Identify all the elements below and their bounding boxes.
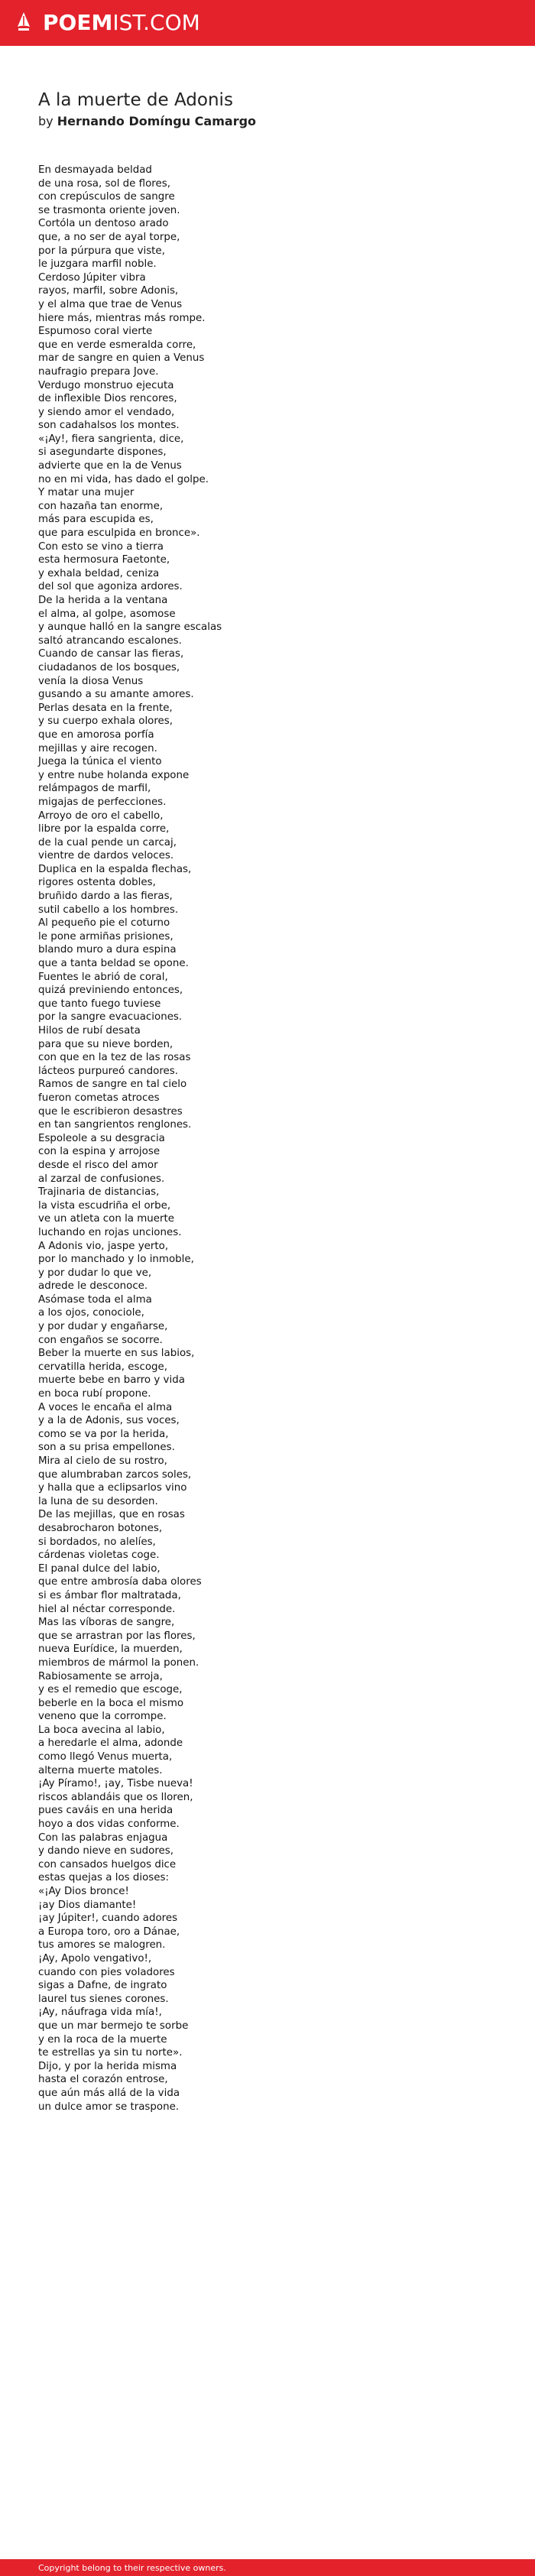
poem-line: nueva Eurídice, la muerden, <box>38 1643 183 1656</box>
poem-line: con engaños se socorre. <box>38 1334 163 1346</box>
poem-line: en tan sangrientos renglones. <box>38 1119 192 1131</box>
site-header <box>0 0 535 46</box>
poem-line: pues caváis en una herida <box>38 1805 173 1817</box>
poem-line: y por dudar y engañarse, <box>38 1321 168 1333</box>
poem-line: estas quejas a los dioses: <box>38 1872 170 1884</box>
poem-line: riscos ablandáis que os lloren, <box>38 1791 193 1803</box>
site-footer <box>0 2559 535 2576</box>
poem-line: un dulce amor se traspone. <box>38 2101 180 2113</box>
poem-line: El panal dulce del labio, <box>38 1562 160 1575</box>
poem-line: y es el remedio que escoge, <box>38 1684 183 1696</box>
poem-line: relámpagos de marfil, <box>38 783 151 795</box>
poem-line: que en amorosa porfía <box>38 728 154 741</box>
poem-line: Mas las víboras de sangre, <box>38 1617 175 1629</box>
poem-line: al zarzal de confusiones. <box>38 1173 165 1185</box>
poem-line: y entre nube holanda expone <box>38 769 190 781</box>
poem-line: Hilos de rubí desata <box>38 1025 141 1037</box>
poem-line: que, a no ser de ayal torpe, <box>38 231 180 243</box>
poem-line: y en la roca de la muerte <box>38 2033 167 2046</box>
poem-line: alterna muerte matoles. <box>38 1764 163 1776</box>
poem-line: «¡Ay!, fiera sangrienta, dice, <box>38 433 184 445</box>
poem-line: y por dudar lo que ve, <box>38 1267 152 1279</box>
poem-line: cervatilla herida, escoge, <box>38 1361 168 1373</box>
poem-line: bruñido dardo a las fieras, <box>38 891 173 903</box>
poem-line: advierte que en la de Venus <box>38 460 182 472</box>
poem-line: Con las palabras enjagua <box>38 1831 168 1844</box>
poem-line: Al pequeño pie el coturno <box>38 917 170 930</box>
poem-line: la luna de su desorden. <box>38 1495 158 1507</box>
poem-line: hiel al néctar corresponde. <box>38 1603 176 1615</box>
poem-line: y aunque halló en la sangre escalas <box>38 621 222 634</box>
poem-line: y exhala beldad, ceniza <box>38 567 160 579</box>
poem-line: Cortóla un dentoso arado <box>38 218 169 230</box>
poem-line: vientre de dardos veloces. <box>38 850 174 862</box>
poem-line: sigas a Dafne, de ingrato <box>38 1980 167 1992</box>
poem-line: que se arrastran por las flores, <box>38 1630 196 1642</box>
poem-line: hiere más, mientras más rompe. <box>38 312 206 324</box>
poem-line: Espoleole a su desgracia <box>38 1132 165 1144</box>
site-logo-link[interactable] <box>14 11 200 34</box>
poem-line: Perlas desata en la frente, <box>38 702 173 714</box>
poem-line: desde el risco del amor <box>38 1159 158 1171</box>
poem-line: y halla que a eclipsarlos vino <box>38 1482 187 1494</box>
poem-line: blando muro a dura espina <box>38 944 177 956</box>
poem-line: de una rosa, sol de flores, <box>38 177 170 190</box>
poem-line: con crepúsculos de sangre <box>38 191 175 203</box>
poem-line: que a tanta beldad se opone. <box>38 958 189 970</box>
site-logo-text <box>43 12 200 34</box>
poem-line: Verdugo monstruo ejecuta <box>38 379 174 391</box>
poem-line: Mira al cielo de su rostro, <box>38 1455 167 1467</box>
poem-line: y dando nieve en sudores, <box>38 1845 174 1857</box>
poem-line: De las mejillas, que en rosas <box>38 1509 185 1521</box>
poem-line: en boca rubí propone. <box>38 1388 151 1400</box>
poem-line: ¡ay Júpiter!, cuando adores <box>38 1913 178 1925</box>
poem-line: que le escribieron desastres <box>38 1105 183 1118</box>
logo-bold-text: POEM <box>43 10 113 35</box>
poem-line: fueron cometas atroces <box>38 1092 160 1104</box>
poem-title: A la muerte de Adonis <box>38 90 233 110</box>
poem-line: que un mar bermejo te sorbe <box>38 2020 189 2032</box>
poem-line: la vista escudriña el orbe, <box>38 1199 171 1212</box>
poem-line: miembros de mármol la ponen. <box>38 1656 199 1669</box>
poem-line: por la púrpura que viste, <box>38 245 165 257</box>
poem-line: libre por la espalda corre, <box>38 823 170 835</box>
poem-line: adrede le desconoce. <box>38 1280 148 1293</box>
poem-line: gusando a su amante amores. <box>38 689 194 701</box>
poem-line: cuando con pies voladores <box>38 1966 175 1978</box>
poem-line: de inflexible Dios rencores, <box>38 393 177 405</box>
poem-line: La boca avecina al labio, <box>38 1724 165 1736</box>
poem-line: ciudadanos de los bosques, <box>38 661 180 673</box>
author-link[interactable]: Hernando Domíngu Camargo <box>57 114 257 128</box>
poem-body <box>38 164 497 2114</box>
poem-line: si bordados, no alelíes, <box>38 1536 156 1548</box>
poem-line: Arroyo de oro el cabello, <box>38 809 164 822</box>
poem-line: tus amores se malogren. <box>38 1939 166 1951</box>
poem-line: el alma, al golpe, asomose <box>38 608 176 620</box>
poem-line: si asegundarte dispones, <box>38 446 167 459</box>
poem-line: desabrocharon botones, <box>38 1522 163 1534</box>
poem-line: muerte bebe en barro y vida <box>38 1374 185 1387</box>
poem-line: que entre ambrosía daba olores <box>38 1576 202 1588</box>
poem-line: sutil cabello a los hombres. <box>38 904 179 916</box>
poem-line: que aún más allá de la vida <box>38 2087 180 2099</box>
poem-line: Trajinaria de distancias, <box>38 1186 160 1199</box>
poem-line: cárdenas violetas coge. <box>38 1549 160 1562</box>
poem-line: laurel tus sienes corones. <box>38 1993 169 2005</box>
poem-line: como llegó Venus muerta, <box>38 1751 173 1763</box>
poem-line: y a la de Adonis, sus voces, <box>38 1415 180 1427</box>
poem-line: y su cuerpo exhala olores, <box>38 715 173 728</box>
poem-line: le pone armiñas prisiones, <box>38 930 173 942</box>
poem-line: con cansados huelgos dice <box>38 1858 177 1870</box>
poem-line: que alumbraban zarcos soles, <box>38 1468 192 1481</box>
poem-line: En desmayada beldad <box>38 164 152 176</box>
poem-line: Duplica en la espalda flechas, <box>38 863 192 875</box>
poem-line: de la cual pende un carcaj, <box>38 836 177 848</box>
poem-line: venía la diosa Venus <box>38 675 144 687</box>
logo-light-text: IST.COM <box>112 10 200 35</box>
poem-line: Y matar una mujer <box>38 487 135 499</box>
copyright-text: Copyright belong to their respective owners. <box>38 2562 226 2573</box>
poem-line: con la espina y arrojose <box>38 1146 160 1158</box>
poem-line: naufragio prepara Jove. <box>38 365 159 378</box>
poem-line: a Europa toro, oro a Dánae, <box>38 1926 180 1938</box>
poem-line: le juzgara marfil noble. <box>38 258 157 271</box>
poem-line: De la herida a la ventana <box>38 595 168 606</box>
poem-line: mejillas y aire recogen. <box>38 742 157 754</box>
poem-line: son cadahalsos los montes. <box>38 420 180 432</box>
poem-line: veneno que la corrompe. <box>38 1711 167 1723</box>
poem-line: con que en la tez de las rosas <box>38 1052 191 1064</box>
poem-line: Asómase toda el alma <box>38 1293 152 1306</box>
poem-line: para que su nieve borden, <box>38 1038 173 1050</box>
poem-line: y siendo amor el vendado, <box>38 406 175 418</box>
poem-line: lácteos purpureó candores. <box>38 1065 179 1077</box>
poem-line: que en verde esmeralda corre, <box>38 339 196 351</box>
poem-line: a heredarle el alma, adonde <box>38 1737 183 1750</box>
poem-line: Espumoso coral vierte <box>38 326 153 338</box>
poem-line: por lo manchado y lo inmoble, <box>38 1254 194 1266</box>
poem-line: Juega la túnica el viento <box>38 756 162 768</box>
poem-line: a los ojos, conociole, <box>38 1307 144 1319</box>
poem-line: como se va por la herida, <box>38 1428 169 1440</box>
poem-line: más para escupida es, <box>38 514 154 526</box>
quill-icon <box>14 11 34 34</box>
poem-line: Fuentes le abrió de coral, <box>38 971 168 983</box>
poem-line: migajas de perfecciones. <box>38 796 167 808</box>
poem-line: que tanto fuego tuviese <box>38 998 161 1010</box>
poem-line: rayos, marfil, sobre Adonis, <box>38 285 179 297</box>
poem-line: Cuando de cansar las fieras, <box>38 648 184 660</box>
poem-line: ¡ay Dios diamante! <box>38 1899 137 1911</box>
poem-line: por la sangre evacuaciones. <box>38 1011 183 1024</box>
poem-line: ¡Ay, Apolo vengativo!, <box>38 1952 152 1964</box>
poem-line: esta hermosura Faetonte, <box>38 554 170 566</box>
poem-line: no en mi vida, has dado el golpe. <box>38 473 209 485</box>
poem-line: Ramos de sangre en tal cielo <box>38 1079 187 1091</box>
poem-line: beberle en la boca el mismo <box>38 1697 184 1709</box>
poem-line: rigores ostenta dobles, <box>38 877 156 889</box>
poem-line: si es ámbar flor maltratada, <box>38 1589 181 1601</box>
poem-line: Rabiosamente se arroja, <box>38 1670 163 1682</box>
poem-line: te estrellas ya sin tu norte». <box>38 2047 183 2059</box>
poem-line: Con esto se vino a tierra <box>38 540 164 553</box>
poem-line: ¡Ay, náufraga vida mía!, <box>38 2007 162 2019</box>
poem-line: Beber la muerte en sus labios, <box>38 1348 195 1360</box>
byline-prefix: by <box>38 114 54 128</box>
poem-line: del sol que agoniza ardores. <box>38 581 183 593</box>
poem-line: Cerdoso Júpiter vibra <box>38 271 146 284</box>
poem-line: luchando en rojas unciones. <box>38 1226 182 1238</box>
poem-line: hoyo a dos vidas conforme. <box>38 1818 180 1831</box>
poem-line: con hazaña tan enorme, <box>38 500 164 512</box>
poem-line: son a su prisa empellones. <box>38 1442 175 1454</box>
poem-line: y el alma que trae de Venus <box>38 298 183 310</box>
byline <box>38 113 256 130</box>
poem-line: «¡Ay Dios bronce! <box>38 1886 129 1897</box>
poem-line: que para esculpida en bronce». <box>38 527 200 540</box>
poem-line: A voces le encaña el alma <box>38 1401 173 1413</box>
poem-line: mar de sangre en quien a Venus <box>38 352 205 365</box>
poem-line: se trasmonta oriente joven. <box>38 204 180 216</box>
poem-line: ¡Ay Píramo!, ¡ay, Tisbe nueva! <box>38 1778 193 1790</box>
poem-line: Dijo, y por la herida misma <box>38 2060 177 2072</box>
poem-line: saltó atrancando escalones. <box>38 634 182 647</box>
poem-line: A Adonis vio, jaspe yerto, <box>38 1240 169 1252</box>
poem-line: hasta el corazón entrose, <box>38 2074 168 2086</box>
poem-line: quizá previniendo entonces, <box>38 985 183 997</box>
poem-line: ve un atleta con la muerte <box>38 1213 175 1225</box>
